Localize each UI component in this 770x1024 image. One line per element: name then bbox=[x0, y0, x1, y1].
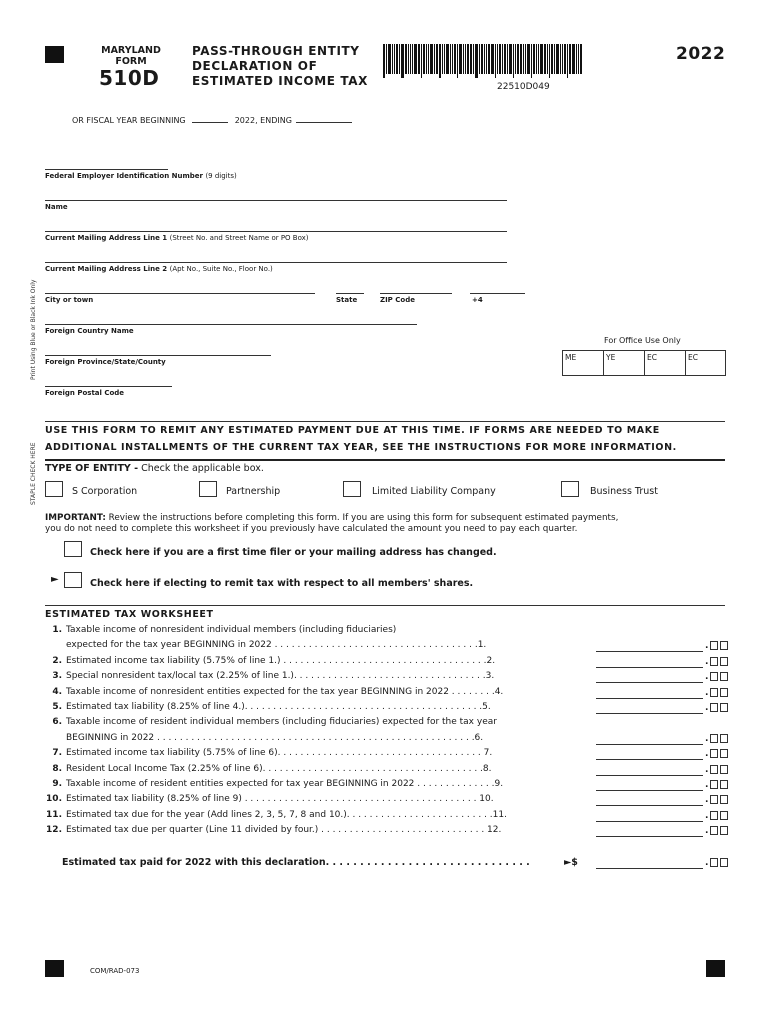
first-time-filer-label: Check here if you are a first time filer or your mailing address has changed. bbox=[90, 547, 497, 558]
barcode-bar bbox=[426, 44, 427, 74]
barcode-bar bbox=[412, 44, 413, 74]
worksheet-line bbox=[40, 717, 497, 727]
worksheet-line bbox=[40, 748, 492, 758]
barcode-bar bbox=[547, 44, 548, 74]
postal-label: Foreign Postal Code bbox=[45, 389, 125, 397]
worksheet-line-text: BEGINNING in 2022 . . . . . . . . . . . . . . . . . . . . . . . . . . . . . . . . . . . . . . . . . . . . . . . . . . . . . . . .6. bbox=[66, 732, 484, 743]
worksheet-line bbox=[40, 702, 491, 712]
worksheet-line bbox=[40, 764, 492, 774]
fiscal-year-line bbox=[72, 116, 352, 125]
worksheet-line-number: 11. bbox=[46, 809, 62, 820]
barcode-bar bbox=[388, 44, 391, 74]
barcode-bar bbox=[386, 44, 387, 74]
barcode-bar bbox=[401, 44, 404, 78]
office-cell-ec2: EC bbox=[688, 353, 698, 362]
barcode-bar bbox=[465, 44, 466, 74]
partnership-checkbox[interactable] bbox=[199, 481, 217, 497]
barcode-bar bbox=[394, 44, 395, 74]
worksheet-line-text: Estimated tax due for the year (Add lines 2, 3, 5, 7, 8 and 10.). . . . . . . . . . . . . . . . . . . . . . . . . .11. bbox=[66, 809, 507, 820]
barcode-bar bbox=[475, 44, 478, 78]
name-input-line[interactable] bbox=[45, 200, 507, 201]
barcode-bar bbox=[560, 44, 561, 74]
s-corporation-label: S Corporation bbox=[72, 486, 138, 497]
llc-label: Limited Liability Company bbox=[372, 486, 496, 497]
staple-check-here: STAPLE CHECK HERE bbox=[30, 442, 37, 505]
worksheet-line-number: 9. bbox=[52, 779, 62, 789]
worksheet-line-number: 4. bbox=[52, 686, 62, 697]
barcode-bar bbox=[450, 44, 451, 74]
address2-label: Current Mailing Address Line 2 (Apt No., Suite No., Floor No.) bbox=[45, 265, 273, 273]
barcode-bar bbox=[533, 44, 535, 74]
barcode-bar bbox=[525, 44, 526, 74]
barcode-bar bbox=[396, 44, 398, 74]
worksheet-line-number: 1. bbox=[52, 625, 62, 635]
barcode-bar bbox=[538, 44, 539, 74]
partnership-label: Partnership bbox=[226, 486, 281, 497]
worksheet-line-number: 2. bbox=[52, 655, 62, 666]
barcode-bar bbox=[481, 44, 483, 74]
barcode-bar bbox=[421, 44, 422, 78]
barcode-bar bbox=[446, 44, 449, 74]
province-label: Foreign Province/State/County bbox=[45, 358, 166, 366]
barcode-bar bbox=[572, 44, 575, 74]
print-ink-notice: Print Using Blue or Black Ink Only bbox=[30, 279, 37, 380]
barcode-bar bbox=[423, 44, 425, 74]
fiscal-ending-label: 2022, ENDING bbox=[234, 116, 292, 125]
worksheet-line bbox=[40, 733, 483, 743]
barcode-bar bbox=[551, 44, 553, 74]
barcode-bar bbox=[509, 44, 512, 74]
state-input-line[interactable] bbox=[336, 293, 364, 294]
office-use-label: For Office Use Only bbox=[604, 336, 681, 345]
worksheet-title: ESTIMATED TAX WORKSHEET bbox=[45, 609, 214, 620]
worksheet-line-text: Taxable income of resident individual members (including fiduciaries) expected for the tax year bbox=[66, 717, 497, 728]
barcode-bar bbox=[383, 44, 385, 78]
zip-label: ZIP Code bbox=[380, 296, 415, 304]
first-time-filer-checkbox[interactable] bbox=[64, 541, 82, 557]
barcode-bar bbox=[473, 44, 474, 74]
entity-type-heading: TYPE OF ENTITY - Check the applicable box. bbox=[45, 463, 264, 474]
worksheet-line-text: Estimated income tax liability (5.75% of line 1.) . . . . . . . . . . . . . . . . . . . . . . . . . . . . . . . . . . . .2. bbox=[66, 655, 496, 666]
barcode-bar bbox=[567, 44, 568, 78]
barcode-bar bbox=[527, 44, 530, 74]
barcode-bar bbox=[452, 44, 453, 74]
s-corporation-checkbox[interactable] bbox=[45, 481, 63, 497]
barcode-bar bbox=[578, 44, 579, 74]
barcode-bar bbox=[495, 44, 496, 78]
worksheet-top-rule bbox=[45, 605, 725, 606]
barcode-bar bbox=[434, 44, 435, 74]
form-title: PASS-THROUGH ENTITY DECLARATION OF ESTIMATED INCOME TAX bbox=[192, 44, 368, 88]
worksheet-line-number: 3. bbox=[52, 671, 62, 682]
barcode-bar bbox=[562, 44, 563, 74]
country-label: Foreign Country Name bbox=[45, 327, 134, 335]
worksheet-line-text: Taxable income of nonresident entities expected for the tax year BEGINNING in 2022 . . . . . . . .4. bbox=[66, 686, 504, 697]
all-members-checkbox[interactable] bbox=[64, 572, 82, 588]
barcode-bar bbox=[504, 44, 506, 74]
barcode-bar bbox=[405, 44, 407, 74]
barcode-bar bbox=[410, 44, 411, 74]
barcode-bar bbox=[484, 44, 485, 74]
worksheet-line-text: Taxable income of nonresident individual members (including fiduciaries) bbox=[66, 625, 397, 635]
barcode-bar bbox=[442, 44, 443, 74]
barcode-bar bbox=[399, 44, 400, 74]
barcode-bar bbox=[549, 44, 550, 78]
office-use-box bbox=[562, 350, 726, 376]
barcode-number: 22510D049 bbox=[497, 82, 550, 92]
barcode-bar bbox=[430, 44, 433, 74]
worksheet-line-text: Special nonresident tax/local tax (2.25% of line 1.). . . . . . . . . . . . . . . . . . . . . . . . . . . . . . . . . .3. bbox=[66, 671, 495, 682]
barcode-bar bbox=[470, 44, 472, 74]
postal-input-line[interactable] bbox=[45, 386, 172, 387]
country-input-line[interactable] bbox=[45, 324, 417, 325]
zip-input-line[interactable] bbox=[380, 293, 452, 294]
barcode-bar bbox=[499, 44, 501, 74]
worksheet-line-number: 6. bbox=[52, 717, 62, 728]
worksheet-line bbox=[40, 640, 486, 650]
barcode-bar bbox=[502, 44, 503, 74]
barcode-bar bbox=[414, 44, 417, 74]
barcode-bar bbox=[488, 44, 490, 74]
barcode-bar bbox=[486, 44, 487, 74]
worksheet-line-number: 5. bbox=[52, 702, 62, 712]
fiscal-begin-blank[interactable] bbox=[192, 122, 228, 123]
barcode-bar bbox=[491, 44, 494, 74]
plus4-label: +4 bbox=[472, 296, 483, 304]
barcode-bar bbox=[554, 44, 555, 74]
office-cell-ec1: EC bbox=[645, 351, 686, 375]
barcode-bar bbox=[544, 44, 546, 74]
city-input-line[interactable] bbox=[45, 293, 315, 294]
worksheet-line-text: Estimated income tax liability (5.75% of line 6). . . . . . . . . . . . . . . . . . . . . . . . . . . . . . . . . . . . 7. bbox=[66, 748, 493, 759]
worksheet-line-text: Resident Local Income Tax (2.25% of line 6). . . . . . . . . . . . . . . . . . . . . . . . . . . . . . . . . . . . . . .8. bbox=[66, 763, 492, 774]
form-number: 510D bbox=[99, 66, 160, 90]
office-cell-me: ME bbox=[563, 351, 604, 375]
important-note: IMPORTANT: Review the instructions before completing this form. If you are using this form for subsequent estimated payments, you do not need to complete this worksheet if you previously have calculated the amount you need to pay each quarter. bbox=[45, 513, 619, 534]
arrow-indicator-icon: ► bbox=[51, 574, 59, 585]
estimated-tax-paid-marker: ►$ bbox=[564, 857, 578, 868]
worksheet-line bbox=[40, 687, 503, 697]
all-members-label: Check here if electing to remit tax with respect to all members' shares. bbox=[90, 578, 474, 589]
fiscal-begin-label: OR FISCAL YEAR BEGINNING bbox=[72, 116, 186, 125]
form-code: COM/RAD-073 bbox=[90, 967, 140, 975]
barcode-bar bbox=[523, 44, 524, 74]
worksheet-line bbox=[40, 671, 494, 681]
barcode-bar bbox=[540, 44, 543, 74]
barcode-bar bbox=[520, 44, 522, 74]
business-trust-checkbox[interactable] bbox=[561, 481, 579, 497]
barcode-bar bbox=[392, 44, 393, 74]
name-label: Name bbox=[45, 203, 68, 211]
fiscal-ending-blank[interactable] bbox=[296, 122, 352, 123]
worksheet-line-text: Estimated tax due per quarter (Line 11 divided by four.) . . . . . . . . . . . . . . . . . . . . . . . . . . . . . 12. bbox=[66, 825, 502, 836]
barcode-bar bbox=[457, 44, 458, 78]
address1-label: Current Mailing Address Line 1 (Street No. and Street Name or PO Box) bbox=[45, 234, 309, 242]
plus4-input-line[interactable] bbox=[470, 293, 525, 294]
barcode-bar bbox=[515, 44, 516, 74]
registration-mark-bottom-right bbox=[706, 960, 725, 977]
worksheet-line bbox=[40, 794, 494, 804]
barcode-bar bbox=[467, 44, 469, 74]
address2-input-line[interactable] bbox=[45, 262, 507, 263]
address1-input-line[interactable] bbox=[45, 231, 507, 232]
barcode-bar bbox=[564, 44, 566, 74]
worksheet-line-text: Taxable income of resident entities expected for tax year BEGINNING in 2022 . . . . . . . . . . . . . .9. bbox=[66, 779, 504, 789]
barcode-bar bbox=[463, 44, 464, 74]
tax-year: 2022 bbox=[676, 44, 726, 64]
worksheet-line bbox=[40, 810, 507, 820]
form-state-label: MARYLAND FORM bbox=[101, 45, 161, 67]
fein-label: Federal Employer Identification Number (9 digits) bbox=[45, 172, 237, 180]
barcode-bar bbox=[531, 44, 532, 78]
worksheet-line-number: 8. bbox=[52, 763, 62, 774]
barcode-bar bbox=[408, 44, 409, 74]
barcode-bar bbox=[479, 44, 480, 74]
worksheet-line-text: Estimated tax liability (8.25% of line 9) . . . . . . . . . . . . . . . . . . . . . . . . . . . . . . . . . . . . . . . . . 10. bbox=[66, 794, 494, 805]
worksheet-line-number: 12. bbox=[46, 825, 62, 836]
barcode-bar bbox=[576, 44, 577, 74]
llc-checkbox[interactable] bbox=[343, 481, 361, 497]
barcode-bar bbox=[418, 44, 420, 74]
barcode-bar bbox=[436, 44, 438, 74]
registration-mark-bottom-left bbox=[45, 960, 64, 977]
worksheet-line-text: expected for the tax year BEGINNING in 2022 . . . . . . . . . . . . . . . . . . . . . . . . . . . . . . . . . . . .1. bbox=[66, 640, 487, 651]
worksheet-line-number: 7. bbox=[52, 748, 62, 759]
province-input-line[interactable] bbox=[45, 355, 271, 356]
remit-notice: USE THIS FORM TO REMIT ANY ESTIMATED PAYMENT DUE AT THIS TIME. IF FORMS ARE NEEDED TO MAKE ADDITIONAL INSTALLMENTS OF THE CURRENT TAX YEAR, SEE THE INSTRUCTIONS FOR MORE INFORMATION. bbox=[45, 425, 677, 453]
barcode-bar bbox=[497, 44, 498, 74]
worksheet-line bbox=[40, 656, 495, 666]
business-trust-label: Business Trust bbox=[590, 486, 658, 497]
registration-mark-top-left bbox=[45, 46, 64, 63]
fein-input-line[interactable] bbox=[45, 169, 168, 170]
barcode-bar bbox=[507, 44, 508, 74]
state-label: State bbox=[336, 296, 358, 304]
worksheet-line-number: 10. bbox=[46, 794, 62, 805]
barcode-bar bbox=[439, 44, 441, 78]
barcode bbox=[383, 44, 583, 78]
barcode-bar bbox=[513, 44, 514, 78]
estimated-tax-paid-label: Estimated tax paid for 2022 with this declaration. . . . . . . . . . . . . . . . . . . . . . . . . . . . . . bbox=[62, 857, 530, 868]
worksheet-line bbox=[40, 825, 501, 835]
notice-bottom-rule bbox=[45, 459, 725, 461]
worksheet-line bbox=[40, 625, 396, 635]
office-cell-ye: YE bbox=[604, 351, 645, 375]
barcode-bar bbox=[580, 44, 582, 74]
barcode-bar bbox=[536, 44, 537, 74]
barcode-bar bbox=[517, 44, 519, 74]
barcode-bar bbox=[459, 44, 462, 74]
worksheet-line bbox=[40, 779, 503, 789]
barcode-bar bbox=[444, 44, 445, 74]
city-label: City or town bbox=[45, 296, 94, 304]
worksheet-line-text: Estimated tax liability (8.25% of line 4.). . . . . . . . . . . . . . . . . . . . . . . . . . . . . . . . . . . . . . . . . .5. bbox=[66, 702, 491, 712]
barcode-bar bbox=[454, 44, 456, 74]
barcode-bar bbox=[556, 44, 559, 74]
barcode-bar bbox=[428, 44, 429, 74]
barcode-bar bbox=[569, 44, 571, 74]
